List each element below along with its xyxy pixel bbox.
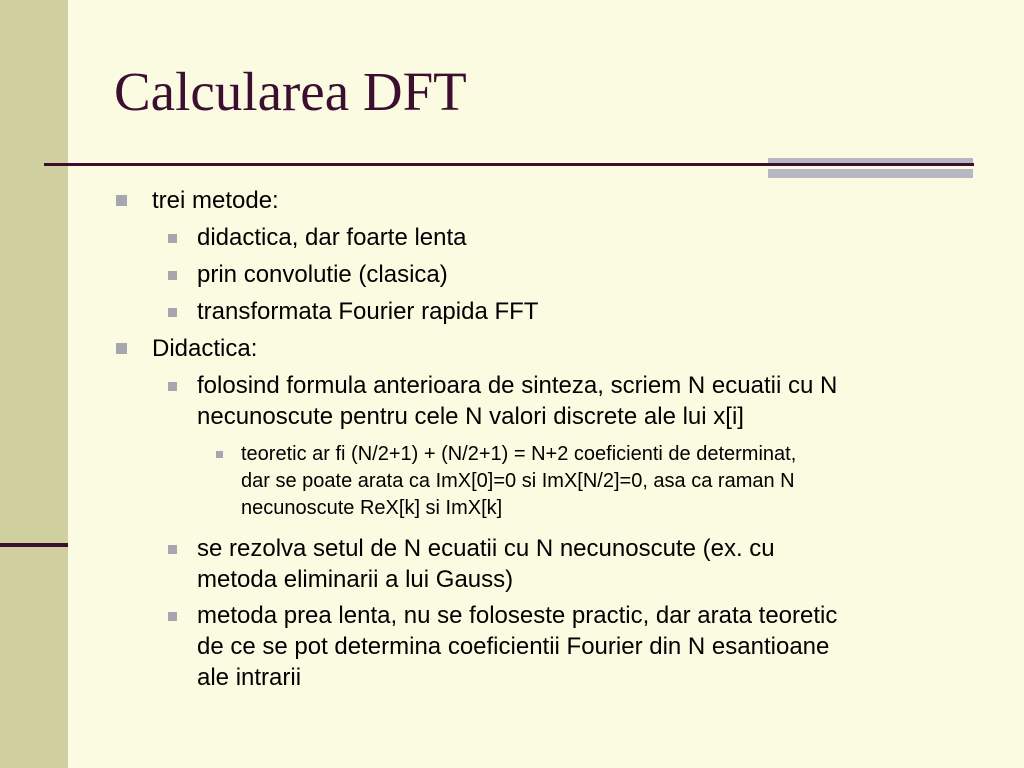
sub-sub-bullet-text-line: dar se poate arata ca ImX[0]=0 si ImX[N/2]=0, asa ca raman N xyxy=(241,470,795,492)
sub-bullet-text-line: metoda eliminarii a lui Gauss) xyxy=(197,566,514,593)
sub-bullet-text: didactica, dar foarte lenta xyxy=(197,224,467,251)
square-bullet-icon xyxy=(168,382,177,391)
sub-bullet-text-line: folosind formula anterioara de sinteza, scriem N ecuatii cu N xyxy=(197,372,838,399)
square-bullet-icon xyxy=(216,451,223,458)
sub-bullet-text: prin convolutie (clasica) xyxy=(197,261,448,288)
square-bullet-icon xyxy=(168,271,177,280)
bullet-text: Didactica: xyxy=(152,335,258,362)
sub-sub-bullet-text-line: necunoscute ReX[k] si ImX[k] xyxy=(241,497,503,519)
square-bullet-icon xyxy=(168,545,177,554)
square-bullet-icon xyxy=(168,234,177,243)
sub-bullet-text: transformata Fourier rapida FFT xyxy=(197,298,539,325)
slide-title: Calcularea DFT xyxy=(114,61,467,122)
sub-bullet-text-line: necunoscute pentru cele N valori discrete ale lui x[i] xyxy=(197,403,744,430)
sub-bullet-text-line: metoda prea lenta, nu se foloseste practic, dar arata teoretic xyxy=(197,602,838,629)
sub-bullet-text-line: se rezolva setul de N ecuatii cu N necunoscute (ex. cu xyxy=(197,535,775,562)
square-bullet-icon xyxy=(116,195,127,206)
bullet-text: trei metode: xyxy=(152,187,279,214)
sub-bullet-text-line: ale intrarii xyxy=(197,664,302,691)
sub-bullet-text-line: de ce se pot determina coeficientii Fourier din N esantioane xyxy=(197,633,830,660)
square-bullet-icon xyxy=(168,612,177,621)
square-bullet-icon xyxy=(168,308,177,317)
sub-sub-bullet-text-line: teoretic ar fi (N/2+1) + (N/2+1) = N+2 coeficienti de determinat, xyxy=(241,443,797,465)
square-bullet-icon xyxy=(116,343,127,354)
